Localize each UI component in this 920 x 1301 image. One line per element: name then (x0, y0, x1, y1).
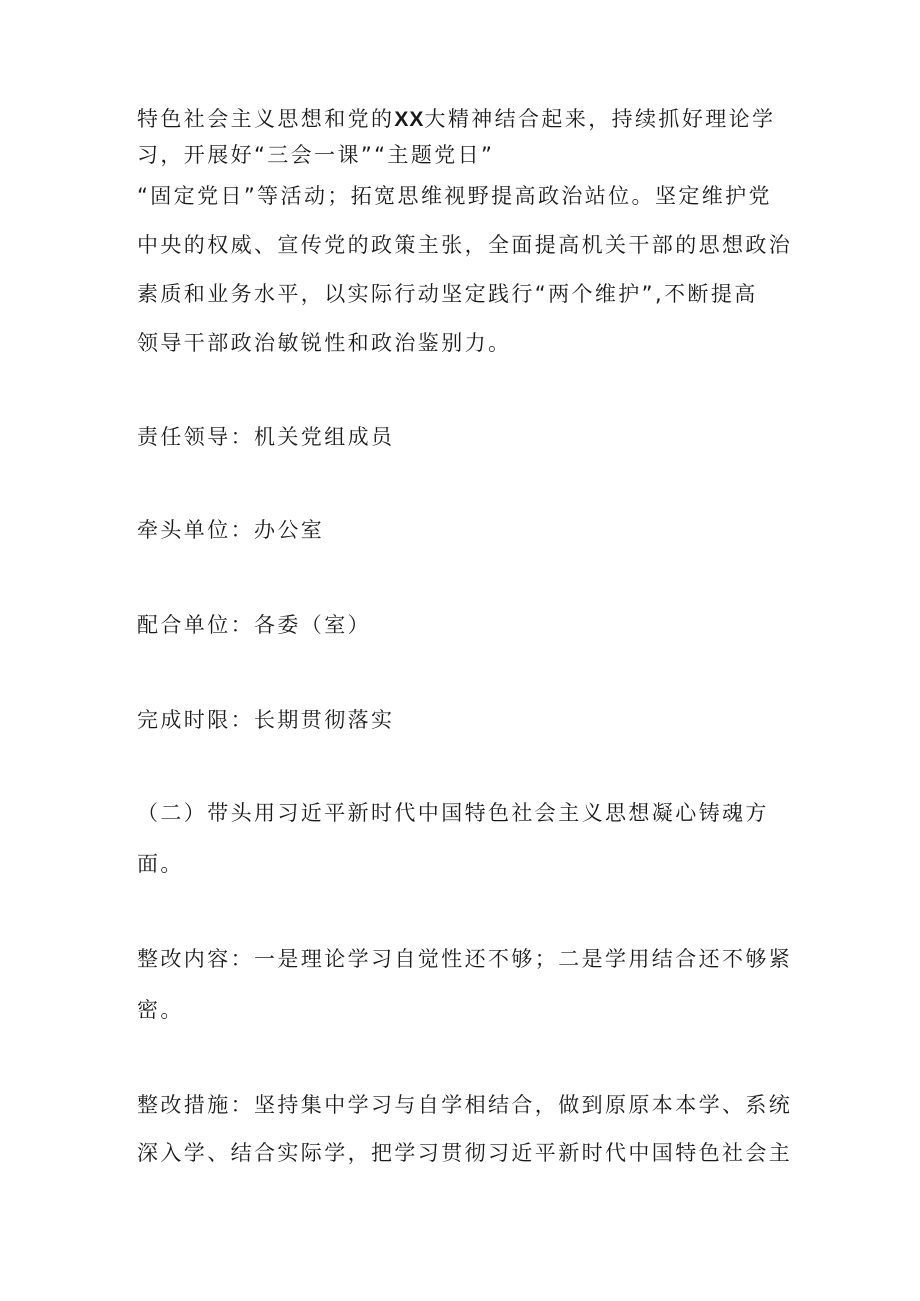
section2-heading-line1: （二）带头用习近平新时代中国特色社会主义思想凝心铸魂方 (137, 801, 769, 825)
para1-line4: 中央的权威、宣传党的政策主张，全面提高机关干部的思想政治 (137, 233, 793, 257)
rectification-measures-line1: 整改措施：坚持集中学习与自学相结合，做到原原本本学、系统 (137, 1093, 793, 1117)
responsible-leader: 责任领导：机关党组成员 (137, 425, 395, 449)
para1-line5: 素质和业务水平，以实际行动坚定践行“两个维护”,不断提高 (137, 282, 758, 306)
para1-line6: 领导干部政治敏锐性和政治鉴别力。 (137, 331, 512, 355)
para1-line2: 习，开展好“三会一课”“主题党日” (137, 143, 495, 167)
para1-line1-bold: XX (394, 108, 425, 131)
rectification-measures-line2: 深入学、结合实际学，把学习贯彻习近平新时代中国特色社会主 (137, 1141, 793, 1165)
section2-heading-line2: 面。 (137, 852, 184, 876)
para1-line1-after: 大精神结合起来，持续抓好理论学 (424, 107, 776, 131)
rectification-content-line1: 整改内容：一是理论学习自觉性还不够；二是学用结合还不够紧 (137, 947, 793, 971)
deadline: 完成时限：长期贯彻落实 (137, 708, 395, 732)
cooperating-unit: 配合单位：各委（室） (137, 613, 371, 637)
para1-line1-before: 特色社会主义思想和党的 (137, 107, 395, 131)
lead-unit: 牵头单位：办公室 (137, 518, 325, 542)
rectification-content-line2: 密。 (137, 998, 184, 1022)
para1-line3: “固定党日”等活动；拓宽思维视野提高政治站位。坚定维护党 (137, 184, 772, 208)
para1-line1 (137, 104, 775, 135)
